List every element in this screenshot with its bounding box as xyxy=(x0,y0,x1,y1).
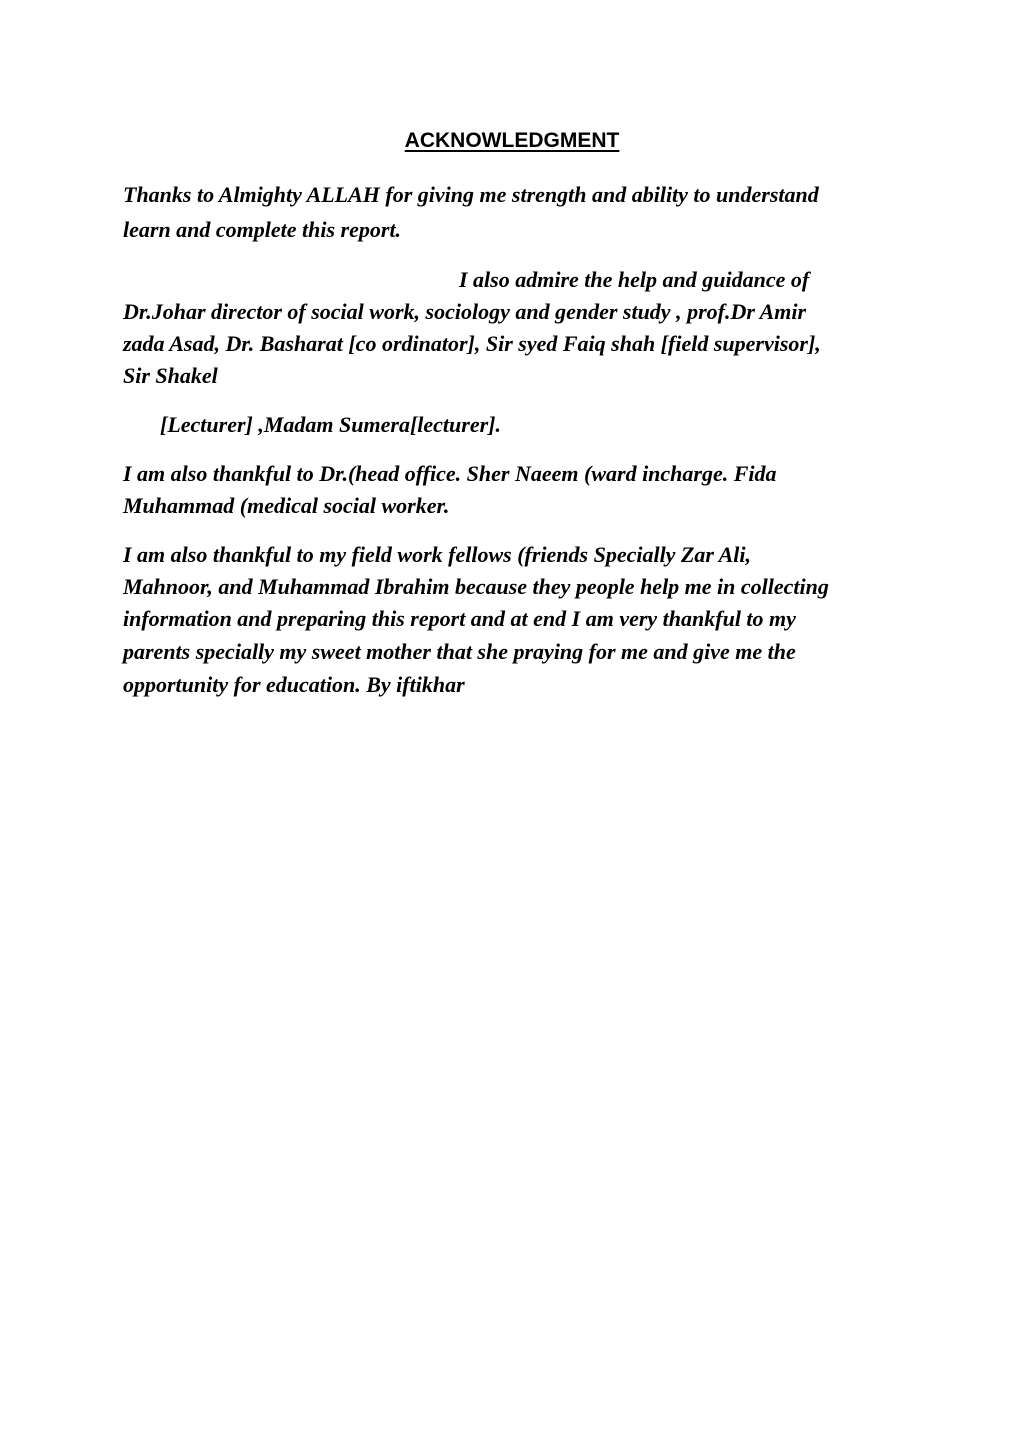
paragraph-line: parents specially my sweet mother that she praying for me and give me the xyxy=(123,639,796,664)
paragraph-line: Sir Shakel xyxy=(123,363,218,388)
paragraph-line: [Lecturer] ,Madam Sumera[lecturer]. xyxy=(160,412,501,437)
paragraph-line: Muhammad (medical social worker. xyxy=(123,493,450,518)
paragraph-line: zada Asad, Dr. Basharat [co ordinator], Sir syed Faiq shah [field supervisor], xyxy=(123,331,821,356)
paragraph-line: Dr.Johar director of social work, sociology and gender study , prof.Dr Amir xyxy=(123,299,807,324)
paragraph-line: I also admire the help and guidance of xyxy=(459,267,810,292)
paragraph-line: I am also thankful to my field work fellows (friends Specially Zar Ali, xyxy=(123,542,752,567)
page-title: ACKNOWLEDGMENT xyxy=(404,129,620,152)
paragraph-line: information and preparing this report and at end I am very thankful to my xyxy=(123,606,796,631)
paragraph-line: learn and complete this report. xyxy=(123,217,402,242)
paragraph-line: Thanks to Almighty ALLAH for giving me strength and ability to understand xyxy=(123,182,819,207)
paragraph-line: I am also thankful to Dr.(head office. Sher Naeem (ward incharge. Fida xyxy=(123,461,777,486)
paragraph-line: Mahnoor, and Muhammad Ibrahim because they people help me in collecting xyxy=(123,574,829,599)
paragraph-line: opportunity for education. By iftikhar xyxy=(123,672,465,697)
